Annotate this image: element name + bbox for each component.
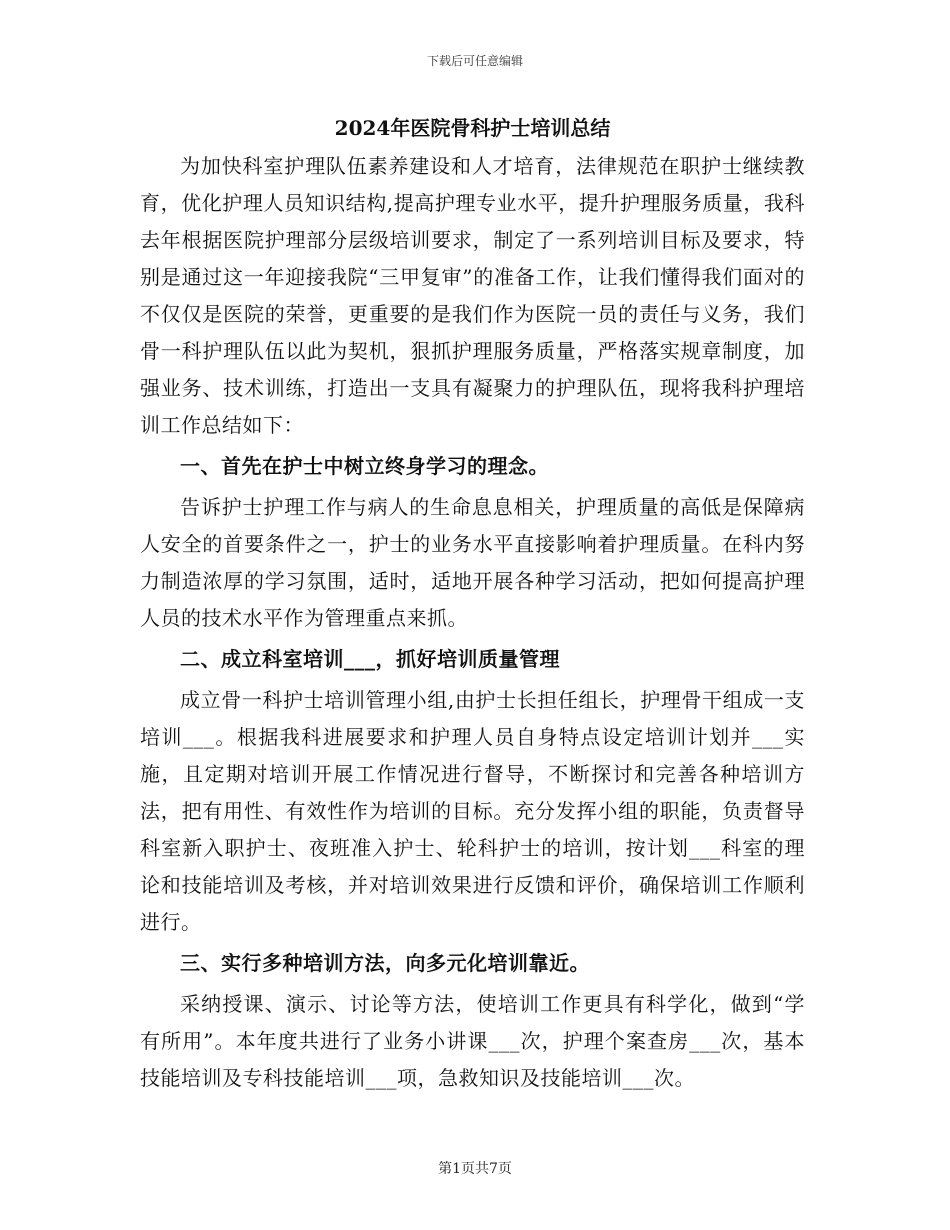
section-heading-1: 一、首先在护士中树立终身学习的理念。 (180, 454, 549, 478)
intro-paragraph: 为加快科室护理队伍素养建设和人才培育，法律规范在职护士继续教育，优化护理人员知识结构,提高护理专业水平，提升护理服务质量，我科去年根据医院护理部分层级培训要求，制定了一系列培训目标及要求，特别是通过这一年迎接我院“三甲复审”的准备工作，让我们懂得我们面对的不仅仅是医院的荣誉，更重要的是我们作为医院一员的责任与义务，我们骨一科护理队伍以此为契机，狠抓护理服务质量，严格落实规章制度，加强业务、技术训练，打造出一支具有凝聚力的护理队伍，现将我科护理培训工作总结如下： (140, 154, 805, 437)
section-1-paragraph: 告诉护士护理工作与病人的生命息息相关，护理质量的高低是保障病人安全的首要条件之一，护士的业务水平直接影响着护理质量。在科内努力制造浓厚的学习氛围，适时，适地开展各种学习活动，把如何提高护理人员的技术水平作为管理重点来抓。 (140, 495, 805, 630)
page-footer: 第1页共7页 (438, 1161, 512, 1177)
section-3-paragraph: 采纳授课、演示、讨论等方法，使培训工作更具有科学化，做到“学有所用”。本年度共进行了业务小讲课___次，护理个案查房___次，基本技能培训及专科技能培训___项，急救知识及技能培训___次。 (140, 992, 805, 1090)
section-heading-2: 二、成立科室培训___，抓好培训质量管理 (180, 647, 560, 671)
section-2-paragraph: 成立骨一科护士培训管理小组,由护士长担任组长，护理骨干组成一支培训___。根据我科进展要求和护理人员自身特点设定培训计划并___实施，且定期对培训开展工作情况进行督导，不断探讨和完善各种培训方法，把有用性、有效性作为培训的目标。充分发挥小组的职能，负责督导科室新入职护士、夜班准入护士、轮科护士的培训，按计划___科室的理论和技能培训及考核，并对培训效果进行反馈和评价，确保培训工作顺利进行。 (140, 688, 805, 934)
document-title: 2024年医院骨科护士培训总结 (334, 116, 611, 140)
header-note: 下载后可任意编辑 (426, 54, 523, 68)
document-body (140, 110, 805, 1097)
section-heading-3: 三、实行多种培训方法，向多元化培训靠近。 (180, 951, 590, 975)
